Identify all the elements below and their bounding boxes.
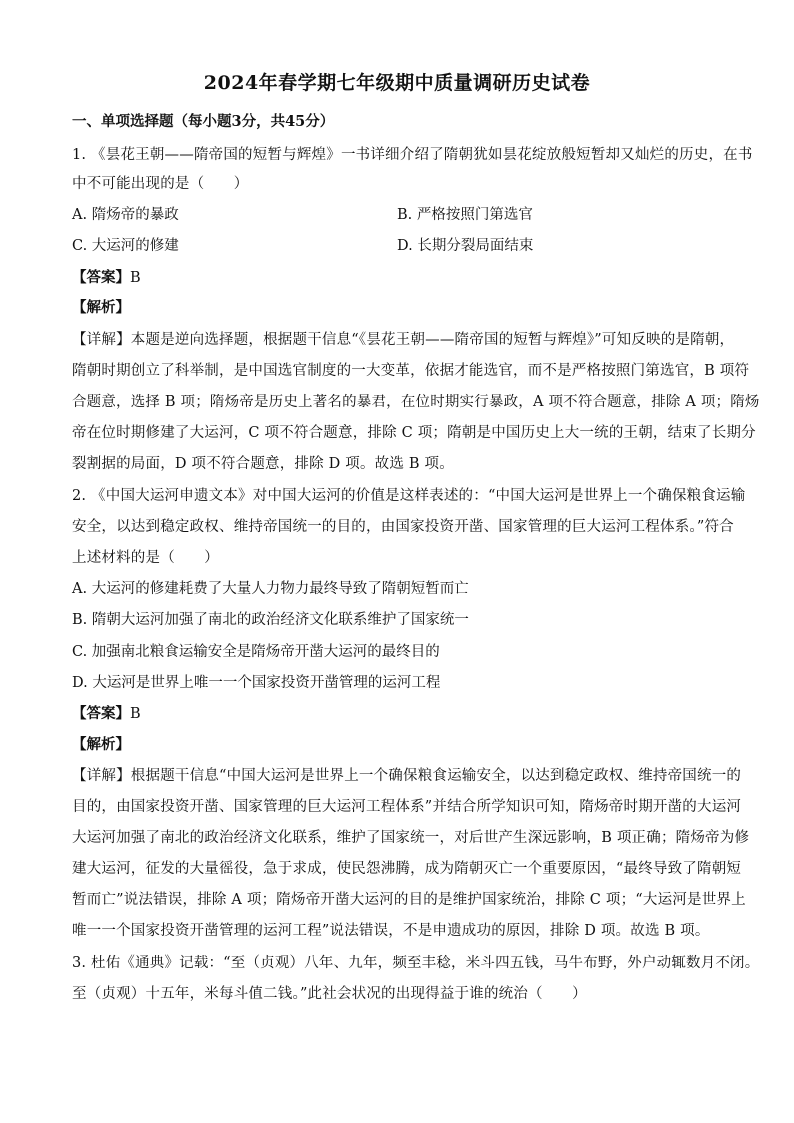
q2-analysis-label: 【解析】 [72, 736, 130, 753]
q2-option-d: D. 大运河是世界上唯一一个国家投资开凿管理的运河工程 [72, 675, 441, 691]
section-heading: 一、单项选择题（每小题3分，共45分） [72, 113, 335, 130]
q1-analysis-label: 【解析】 [72, 299, 130, 316]
q2-detail-line-2: 目的，由国家投资开凿、国家管理的巨大运河工程体系”并结合所学知识可知，隋炀帝时期开凿的大运河 [72, 799, 742, 815]
q2-option-a: A. 大运河的修建耗费了大量人力物力最终导致了隋朝短暂而亡 [72, 581, 469, 597]
q1-detail-line-3: 合题意，选择 B 项；隋炀帝是历史上著名的暴君，在位时期实行暴政，A 项不符合题意，排除 A 项；隋炀 [72, 394, 760, 410]
q1-answer [72, 266, 141, 287]
q1-option-c: C. 大运河的修建 [72, 238, 179, 254]
q1-stem-line-1: 1. 《昙花王朝——隋帝国的短暂与辉煌》一书详细介绍了隋朝犹如昙花绽放般短暂却又灿烂的历史，在书 [72, 147, 753, 163]
q1-stem-line-2: 中不可能出现的是（ ） [72, 176, 249, 192]
q3-stem-line-1: 3. 杜佑《通典》记载：“至（贞观）八年、九年，频至丰稔，米斗四五钱，马牛布野，外户动辄数月不闭。 [72, 955, 760, 971]
q2-detail-line-1: 【详解】根据题干信息“中国大运河是世界上一个确保粮食运输安全，以达到稳定政权、维持帝国统一的 [72, 768, 742, 784]
q1-option-a: A. 隋炀帝的暴政 [72, 207, 179, 223]
q2-answer-label: 【答案】 [72, 705, 130, 722]
q2-answer-value: B [130, 706, 141, 722]
q2-stem-line-2: 安全，以达到稳定政权、维持帝国统一的目的，由国家投资开凿、国家管理的巨大运河工程体系。”符合 [72, 519, 734, 535]
q1-detail-line-2: 隋朝时期创立了科举制，是中国选官制度的一大变革，依据才能选官，而不是严格按照门第选官，B 项符 [72, 363, 750, 379]
q3-stem-line-2: 至（贞观）十五年，米每斗值二钱。”此社会状况的出现得益于谁的统治（ ） [72, 986, 587, 1002]
q2-stem-line-3: 上述材料的是（ ） [72, 550, 219, 566]
q2-detail-line-4: 建大运河，征发的大量徭役，急于求成，使民怨沸腾，成为隋朝灭亡一个重要原因，“最终导致了隋朝短 [72, 861, 742, 877]
q1-answer-label: 【答案】 [72, 269, 130, 286]
q1-answer-value: B [130, 270, 141, 286]
q1-detail-line-5: 裂割据的局面，D 项不符合题意，排除 D 项。故选 B 项。 [72, 456, 454, 472]
q1-detail-line-4: 帝在位时期修建了大运河，C 项不符合题意，排除 C 项；隋朝是中国历史上大一统的王朝，结束了长期分 [72, 425, 756, 441]
q2-detail-line-3: 大运河加强了南北的政治经济文化联系，维护了国家统一，对后世产生深远影响，B 项正确；隋炀帝为修 [72, 830, 750, 846]
q1-detail-line-1: 【详解】本题是逆向选择题，根据题干信息“《昙花王朝——隋帝国的短暂与辉煌》”可知反映的是隋朝， [72, 332, 735, 348]
q2-analysis [72, 733, 130, 754]
q1-option-d: D. 长期分裂局面结束 [397, 238, 534, 254]
q2-option-c: C. 加强南北粮食运输安全是隋炀帝开凿大运河的最终目的 [72, 644, 440, 660]
q1-option-b: B. 严格按照门第选官 [397, 207, 533, 223]
page-title: 2024年春学期七年级期中质量调研历史试卷 [203, 72, 591, 94]
q1-analysis [72, 296, 130, 317]
q2-detail-line-6: 唯一一个国家投资开凿管理的运河工程”说法错误，不是申遗成功的原因，排除 D 项。故选 B 项。 [72, 923, 710, 939]
q2-stem-line-1: 2. 《中国大运河申遗文本》对中国大运河的价值是这样表述的：“中国大运河是世界上一个确保粮食运输 [72, 488, 746, 504]
q2-option-b: B. 隋朝大运河加强了南北的政治经济文化联系维护了国家统一 [72, 612, 469, 628]
q2-detail-line-5: 暂而亡”说法错误，排除 A 项；隋炀帝开凿大运河的目的是维护国家统治，排除 C 项；“大运河是世界上 [72, 892, 746, 908]
q2-answer [72, 702, 141, 723]
